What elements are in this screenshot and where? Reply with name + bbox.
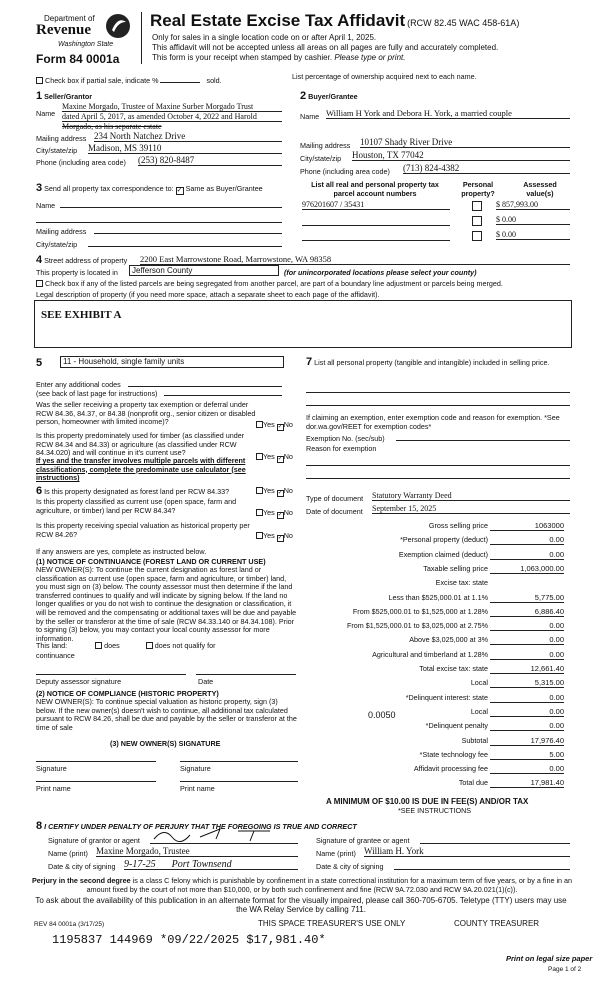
sec6-q3-no-checkbox[interactable]: ✓ — [277, 535, 283, 541]
use-code-select[interactable]: 11 - Household, single family units — [60, 356, 284, 368]
rev-number: REV 84 0001a (3/17/25) — [34, 921, 105, 928]
no-label: No — [283, 452, 293, 461]
addl-codes-label: Enter any additional codes — [36, 380, 121, 389]
partial-sale-label: Check box if partial sale, indicate % — [45, 76, 159, 85]
sec5-q2-yes-checkbox[interactable] — [256, 453, 263, 460]
yes-label: Yes — [263, 452, 275, 461]
reason-label: Reason for exemption — [306, 444, 377, 453]
tax-row-value[interactable]: 0.00 — [490, 621, 564, 631]
yes-label: Yes — [263, 531, 275, 540]
grantor-pname-field[interactable]: Maxine Morgado, Trustee — [96, 846, 298, 857]
thisland-row — [36, 641, 216, 650]
grantor-date-value: 9-17-25 — [124, 859, 156, 870]
addl-codes-label-2: (see back of last page for instructions) — [36, 389, 158, 398]
seller-heading — [36, 90, 92, 102]
exhibit-text: SEE EXHIBIT A — [41, 309, 122, 321]
sec3-city-field[interactable] — [88, 237, 282, 247]
sec6-ifany: If any answers are yes, complete as instructed below. — [36, 547, 207, 556]
logo-state: Washington State — [58, 41, 114, 48]
parcel-number[interactable] — [302, 215, 450, 226]
tax-row-label: Less than $525,000.01 at 1.1% — [388, 593, 488, 602]
yes-label: Yes — [263, 486, 275, 495]
sec4-num: 4 — [36, 254, 43, 266]
sec8-num: 8 — [36, 820, 43, 832]
exemption-text: If claiming an exemption, enter exemption code and reason for exemption. *See dor.wa.gov/REET for exemption codes* — [306, 413, 560, 431]
sec5-q2-answer — [256, 452, 293, 463]
buyer-num: 2 — [300, 90, 307, 102]
sec5-q1-no-checkbox[interactable]: ✓ — [277, 424, 283, 430]
yes-label: Yes — [263, 508, 275, 517]
personal-property-checkbox[interactable] — [472, 201, 482, 211]
grantee-date-label: Date & city of signing — [316, 862, 384, 871]
tax-row-label: Subtotal — [461, 736, 488, 745]
partial-pct-field[interactable] — [160, 75, 200, 83]
doctype-field[interactable]: Statutory Warranty Deed — [372, 491, 570, 501]
seller-name-l3[interactable]: Morgado, as his separate estate — [62, 122, 162, 131]
tax-row-value[interactable]: 0.00 — [490, 550, 564, 560]
sec7-text: List all personal property (tangible and intangible) included in selling price. — [314, 358, 550, 367]
owner-sig-label-2: Signature — [180, 764, 211, 773]
buyer-title: Buyer/Grantee — [308, 92, 358, 101]
buyer-name-label: Name — [300, 112, 320, 121]
owner-pname-label-2: Print name — [180, 784, 215, 793]
continuance-label: continuance — [36, 651, 75, 660]
assessed-value[interactable]: $ 857,993.00 — [496, 200, 570, 210]
personal-property-checkbox[interactable] — [472, 216, 482, 226]
sec7-num: 7 — [306, 356, 313, 368]
parcels-header-2a: Personal — [462, 180, 494, 189]
seller-name-l1[interactable]: Maxine Morgado, Trustee of Maxine Surber Morgado Trust — [62, 102, 282, 112]
header-divider — [141, 12, 142, 64]
tax-row-label: Gross selling price — [428, 521, 488, 530]
dor-logo — [36, 12, 136, 72]
tax-row-value[interactable]: 0.00 — [490, 764, 564, 774]
tax-row-label: *State technology fee — [419, 750, 488, 759]
buyer-city-label: City/state/zip — [300, 154, 342, 163]
sec8-title: I CERTIFY UNDER PENALTY OF PERJURY THAT THE FOREGOING IS TRUE AND CORRECT — [44, 822, 357, 831]
treasurer-use: THIS SPACE TREASURER'S USE ONLY — [258, 919, 406, 928]
sec3-name-label: Name — [36, 201, 56, 210]
parcels-header-3a: Assessed — [523, 180, 557, 189]
tax-row-label: Local — [470, 707, 488, 716]
parcels-header-2b: property? — [461, 189, 495, 198]
perjury-bold: Perjury in the second degree — [31, 876, 131, 885]
seller-name-label: Name — [36, 109, 56, 118]
tax-row-label: Total excise tax: state — [419, 664, 488, 673]
located-label: This property is located in — [36, 268, 118, 277]
tax-row-label: Total due — [458, 778, 488, 787]
tax-row-value[interactable]: 6,886.40 — [490, 607, 564, 617]
does-label: does — [104, 641, 120, 650]
page-number: Page 1 of 2 — [548, 966, 582, 973]
notice1-title: (1) NOTICE OF CONTINUANCE (FOREST LAND OR CURRENT USE) — [36, 557, 266, 566]
segregate-row — [36, 279, 503, 288]
deputy-sig-label: Deputy assessor signature — [36, 677, 122, 686]
sec3-mail-field[interactable] — [94, 224, 282, 234]
alt-format-note: To ask about the availability of this publication in an alternate format for the visually impaired, please call 360-705-6705. Teletype (TTY) users may use the WA Relay Service by calling 711. — [35, 896, 567, 914]
tax-row-label: From $1,525,000.01 to $3,025,000 at 2.75% — [346, 621, 488, 630]
sec3-heading — [36, 182, 263, 195]
tax-row-label: Affidavit processing fee — [413, 764, 488, 773]
sec6-q1-no-checkbox[interactable]: ✓ — [277, 490, 283, 496]
parcels-header-1a: List all real and personal property tax — [311, 180, 439, 189]
sec5-q1: Was the seller receiving a property tax exemption or deferral under RCW 84.36, 84.37, or 84.38 (nonprofit org., senior citizen or disabled person, homeowner with limited income)? — [36, 400, 256, 426]
ownership-note: List percentage of ownership acquired next to each name. — [292, 72, 477, 81]
sig-grantor-field[interactable] — [150, 834, 298, 844]
does-checkbox[interactable] — [95, 642, 102, 649]
docdate-label: Date of document — [306, 507, 363, 516]
assessed-value[interactable]: $ 0.00 — [496, 230, 570, 240]
tax-row-label: *Delinquent penalty — [425, 721, 488, 730]
tax-row-label: Above $3,025,000 at 3% — [409, 635, 488, 644]
grantor-date-field[interactable] — [124, 859, 298, 870]
no-label: No — [283, 508, 293, 517]
sec5-q1-yes-checkbox[interactable] — [256, 421, 263, 428]
tax-row-label: Agricultural and timberland at 1.28% — [372, 650, 488, 659]
sec6-q2: Is this property classified as current use (open space, farm and agriculture, or timber) land per RCW 84.34? — [36, 497, 237, 515]
sig-grantee-field[interactable] — [420, 834, 570, 844]
seller-phone-field[interactable]: (253) 820-8487 — [138, 155, 282, 166]
partial-sale-checkbox[interactable] — [36, 77, 43, 84]
sec4-street-row — [36, 254, 127, 266]
county-treasurer: COUNTY TREASURER — [454, 919, 540, 928]
segregate-label: Check box if any of the listed parcels are being segregated from another parcel, are part of a boundary line adjustment or parcels being merged. — [45, 279, 503, 288]
logo-swirl-icon — [104, 12, 132, 40]
logo-revenue: Revenue — [36, 22, 91, 38]
deputy-date-label: Date — [198, 677, 214, 686]
minimum-note: A MINIMUM OF $10.00 IS DUE IN FEE(S) AND/OR TAX — [326, 797, 529, 806]
sec7-row — [306, 357, 570, 368]
county-select[interactable]: Jefferson County — [129, 265, 279, 276]
tax-row-label: Local — [470, 678, 488, 687]
yes-label: Yes — [263, 420, 275, 429]
personal-property-field-2[interactable] — [306, 398, 570, 406]
segregate-checkbox[interactable] — [36, 280, 43, 287]
doesnot-label: does not qualify for — [154, 641, 216, 650]
notice3-title: (3) NEW OWNER(S) SIGNATURE — [110, 739, 221, 748]
sec5-num: 5 — [36, 357, 43, 369]
owner-pname-field-2[interactable] — [180, 772, 298, 782]
grantor-date-label: Date & city of signing — [48, 862, 116, 871]
seller-num: 1 — [36, 90, 43, 102]
tax-row-value[interactable]: 5.00 — [490, 750, 564, 760]
seller-title: Seller/Grantor — [44, 92, 93, 101]
addl-codes-field[interactable] — [128, 379, 282, 387]
same-as-buyer-label: Same as Buyer/Grantee — [185, 184, 263, 193]
sec6-q2-yes-checkbox[interactable] — [256, 509, 263, 516]
sec6-q1: Is this property designated as forest land per RCW 84.33? — [44, 487, 230, 496]
tax-row-value[interactable]: 0.00 — [490, 635, 564, 645]
exemption-no-field[interactable] — [396, 433, 570, 441]
sec4-street-label: Street address of property — [44, 256, 128, 265]
docdate-field[interactable]: September 15, 2025 — [372, 504, 570, 514]
partial-sale-row — [36, 75, 222, 85]
seller-mail-label: Mailing address — [36, 134, 87, 143]
tax-row-value[interactable]: 0.00 — [490, 693, 564, 703]
sec6-q2-answer — [256, 508, 293, 519]
legal-desc-label: Legal description of property (if you need more space, attach a separate sheet to each page of the affidavit). — [36, 290, 380, 299]
legal-desc-box[interactable] — [34, 300, 572, 348]
reason-field-2[interactable] — [306, 471, 570, 479]
notice1-body: NEW OWNER(S): To continue the current designation as forest land or classification as current use (open space, farm and agriculture, or timber) land, you must sign on (3) below. The county assessor must then determine if the land transferred continues to qualify and will indicate by signing below. If the land no longer qualifies or you do not wish to continue the designation or classification, it will be removed and the compensating or additional taxes will be due and payable by the seller or transferor at the time of sale (RCW 84.33.140 or 84.34.108). Prior to signing (3) below, you may contact your local county assessor for more information. — [36, 565, 297, 643]
tax-row-label: *Personal property (deduct) — [400, 535, 488, 544]
page-title — [150, 11, 519, 31]
unincorp-note: (for unincorporated locations please select your county) — [284, 268, 477, 277]
parcels-header-1 — [300, 180, 450, 198]
assessed-value[interactable]: $ 0.00 — [496, 215, 570, 225]
tax-row-value[interactable]: 1,063,000.00 — [490, 564, 564, 574]
personal-property-field-1[interactable] — [306, 385, 570, 393]
sec6-q3-yes-checkbox[interactable] — [256, 532, 263, 539]
seller-phone-label: Phone (including area code) — [36, 158, 126, 167]
perjury-note — [24, 877, 580, 894]
personal-property-checkbox[interactable] — [472, 231, 482, 241]
seller-mail-field[interactable]: 234 North Natchez Drive — [94, 131, 282, 142]
sec3-name-field[interactable] — [60, 198, 282, 208]
parcel-number[interactable]: 976201607 / 35431 — [302, 200, 450, 210]
exemption-no-label: Exemption No. (sec/sub) — [306, 434, 385, 443]
seller-city-field[interactable]: Madison, MS 39110 — [88, 143, 282, 154]
perjury-text: is a class C felony which is punishable by confinement in a state correctional institution for a maximum term of five years, or by a fine in an amount fixed by the court of not more than $10,000, or by both such confinement and fine (RCW 9A.72.030 and RCW 9A.20.021(1)(c)). — [86, 876, 573, 894]
sec6-q1-row — [36, 485, 229, 497]
tax-row-value[interactable]: 0.00 — [490, 650, 564, 660]
header-sub1: Only for sales in a single location code on or after April 1, 2025. — [152, 33, 377, 42]
tax-row-value[interactable]: 0.00 — [490, 721, 564, 731]
owner-sig-field-1[interactable] — [36, 752, 156, 762]
doesnot-checkbox[interactable] — [146, 642, 153, 649]
seller-city-label: City/state/zip — [36, 146, 78, 155]
header-sub2: This affidavit will not be accepted unless all areas on all pages are fully and accurately completed. — [152, 43, 499, 52]
notice2-body: NEW OWNER(S): To continue special valuation as historic property, sign (3) below. If the new owner(s) doesn't wish to continue, all additional tax calculated pursuant to RCW 84.26, shall be due and payable by the seller or transferor at the time of sale — [36, 697, 297, 732]
parcel-row — [300, 215, 572, 228]
form-number: Form 84 0001a — [36, 52, 120, 66]
no-label: No — [283, 531, 293, 540]
tax-row-label: *Delinquent interest: state — [405, 693, 488, 702]
sec6-q1-yes-checkbox[interactable] — [256, 487, 263, 494]
buyer-mail-label: Mailing address — [300, 141, 351, 150]
owner-pname-label-1: Print name — [36, 784, 71, 793]
owner-sig-label-1: Signature — [36, 764, 67, 773]
owner-sig-field-2[interactable] — [180, 752, 298, 762]
parcels-header-3 — [510, 180, 570, 198]
sec6-num: 6 — [36, 485, 43, 497]
sec3-num: 3 — [36, 182, 43, 194]
header-sub3-italic: Please type or print. — [334, 53, 406, 62]
tax-row-label: Excise tax: state — [435, 578, 488, 587]
sec3-city-label: City/state/zip — [36, 240, 78, 249]
sec5-q2-no-checkbox[interactable]: ✓ — [277, 456, 283, 462]
title-text: Real Estate Excise Tax Affidavit — [150, 11, 406, 30]
parcels-header-3b: value(s) — [526, 189, 554, 198]
buyer-city-field[interactable]: Houston, TX 77042 — [352, 150, 570, 161]
tax-row-value[interactable]: 5,775.00 — [490, 593, 564, 603]
parcels-header-2 — [458, 180, 498, 198]
buyer-phone-label: Phone (including area code) — [300, 167, 390, 176]
parcel-row — [300, 200, 572, 213]
sec6-q1-answer — [256, 486, 293, 497]
owner-pname-field-1[interactable] — [36, 772, 156, 782]
receipt-stamp: 1195837 144969 *09/22/2025 $17,981.40* — [52, 933, 326, 947]
sec3-name-field-2[interactable] — [36, 213, 282, 223]
grantor-city-value: Port Townsend — [171, 859, 232, 870]
sec6-q2-no-checkbox[interactable]: ✓ — [277, 512, 283, 518]
tax-row-value[interactable]: 12,661.40 — [490, 664, 564, 674]
sec6-q3-answer — [256, 531, 293, 542]
seller-name-l2[interactable]: dated April 5, 2017, as amended October 4, 2022 and Harold — [62, 112, 282, 122]
addl-codes-field-2[interactable] — [164, 388, 282, 396]
sec5-q1-answer — [256, 420, 293, 431]
same-as-buyer-checkbox[interactable]: ✓ — [176, 187, 183, 194]
title-rcw: (RCW 82.45 WAC 458-61A) — [407, 18, 520, 28]
header-sub3 — [152, 53, 405, 62]
grantor-signature-image — [150, 825, 298, 843]
parcels-header-1b: parcel account numbers — [333, 189, 417, 198]
thisland-label: This land: — [36, 641, 68, 650]
no-label: No — [283, 420, 293, 429]
buyer-name-field[interactable]: William H York and Debora H. York, a married couple — [326, 108, 570, 119]
tax-row-value[interactable]: 17,981.40 — [490, 778, 564, 788]
grantor-pname-label: Name (print) — [48, 849, 88, 858]
buyer-mail-field[interactable]: 10107 Shady River Drive — [360, 137, 570, 148]
reason-field-1[interactable] — [306, 458, 570, 466]
partial-sold: sold. — [206, 76, 222, 85]
grantee-pname-label: Name (print) — [316, 849, 356, 858]
sec6-q3: Is this property receiving special valuation as historical property per RCW 84.26? — [36, 521, 250, 539]
tax-row-label: From $525,000.01 to $1,525,000 at 1.28% — [352, 607, 488, 616]
tax-row-value[interactable]: 0.00 — [490, 535, 564, 545]
sec3-text: Send all property tax correspondence to: — [44, 184, 174, 193]
local-rate: 0.0050 — [368, 710, 396, 720]
deputy-sig-field[interactable] — [36, 665, 186, 675]
parcel-row — [300, 230, 572, 243]
sec5-q2b: If yes and the transfer involves multiple parcels with different classifications, complete the predominate use calculator (see instructions) — [36, 456, 246, 482]
sec5-q2: Is this property predominately used for timber (as classified under RCW 84.34 and 84.33) or agriculture (as classified under RCW 84.34.020) and will continue in it's current use? — [36, 431, 245, 457]
grantee-pname-field[interactable]: William H. York — [364, 846, 570, 857]
header-sub3-text: This form is your receipt when stamped by cashier. — [152, 53, 333, 62]
tax-row-value[interactable]: 5,315.00 — [490, 678, 564, 688]
legal-size-note: Print on legal size paper — [506, 954, 593, 963]
grantee-date-field[interactable] — [394, 859, 570, 870]
notice2-title: (2) NOTICE OF COMPLIANCE (HISTORIC PROPERTY) — [36, 689, 219, 698]
logo-dept: Department of — [44, 14, 95, 23]
sig-grantee-label: Signature of grantee or agent — [316, 836, 410, 845]
doctype-label: Type of document — [306, 494, 364, 503]
buyer-phone-field[interactable]: (713) 824-4382 — [403, 163, 570, 174]
street-address-field[interactable]: 2200 East Marrowstone Road, Marrowstone, WA 98358 — [140, 254, 570, 265]
tax-row-label: Exemption claimed (deduct) — [398, 550, 488, 559]
tax-row-label: Taxable selling price — [423, 564, 488, 573]
tax-row-value[interactable]: 17,976.40 — [490, 736, 564, 746]
tax-row-value[interactable]: 0.00 — [490, 707, 564, 717]
parcel-number[interactable] — [302, 230, 450, 241]
tax-row-value[interactable]: 1063000 — [490, 521, 564, 531]
see-instructions: *SEE INSTRUCTIONS — [398, 806, 472, 815]
sec3-mail-label: Mailing address — [36, 227, 87, 236]
sig-grantor-label: Signature of grantor or agent — [48, 836, 140, 845]
no-label: No — [283, 486, 293, 495]
buyer-heading — [300, 90, 358, 102]
deputy-date-field[interactable] — [196, 665, 296, 675]
